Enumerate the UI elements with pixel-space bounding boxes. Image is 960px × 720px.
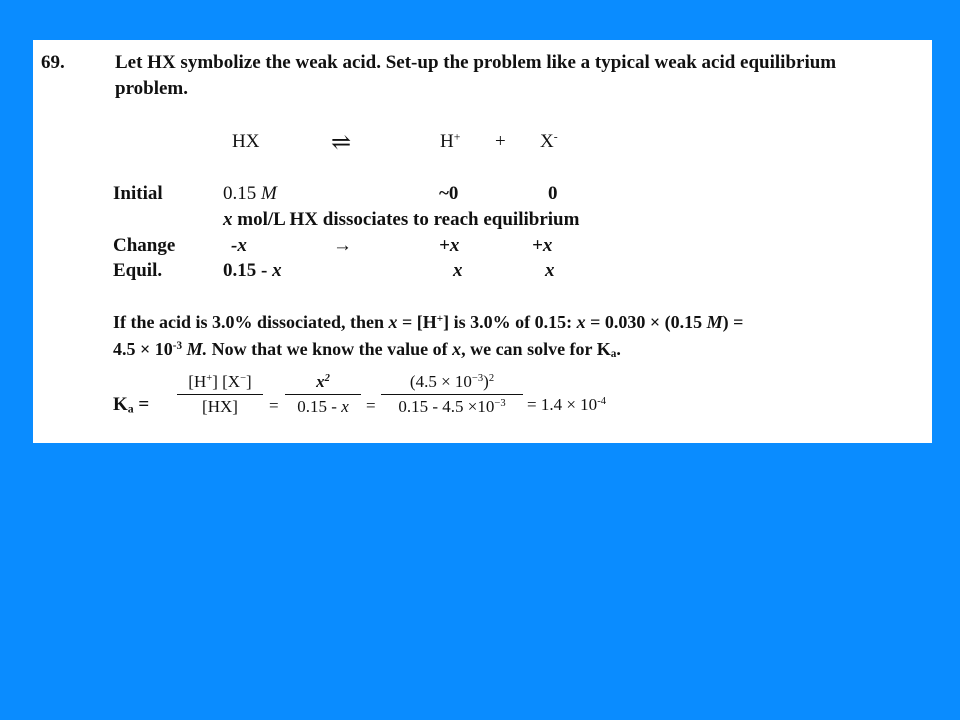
change-hx: -x xyxy=(231,235,247,256)
equilibrium-arrow-icon: ⇌ xyxy=(331,130,352,156)
plus-sign: + xyxy=(495,131,506,152)
fraction-denominator: $0.15 - 4.5 \times 10^{-3}$ xyxy=(398,397,506,416)
initial-label: Initial xyxy=(113,183,163,204)
change-x: +x xyxy=(532,235,553,256)
ka-fraction-x xyxy=(285,372,361,417)
ka-symbol: $K_a$ = xyxy=(113,394,150,416)
change-label: Change xyxy=(113,235,176,256)
ka-fraction-concentrations xyxy=(177,372,263,417)
product-h: H+ xyxy=(440,130,461,152)
ka-result: = $1.4 \times 10^{-4}$ xyxy=(527,395,606,414)
equil-h: x xyxy=(453,260,463,281)
fraction-bar xyxy=(381,394,523,395)
problem-panel xyxy=(33,40,932,443)
intro-line-1: Let HX symbolize the weak acid. Set-up the problem like a typical weak acid equilibrium xyxy=(115,52,837,73)
ka-fraction-numeric xyxy=(381,372,523,417)
initial-h: ~0 xyxy=(439,183,459,204)
product-x: X- xyxy=(540,130,558,152)
intro-line-2: problem. xyxy=(115,78,189,99)
equil-x: x xyxy=(545,260,555,281)
initial-hx: 0.15 M xyxy=(223,183,277,204)
fraction-numerator: $(4.5 \times 10^{-3})^2$ xyxy=(409,372,495,391)
initial-x: 0 xyxy=(548,183,558,204)
problem-number: 69. xyxy=(41,52,65,73)
dissociation-note: x mol/L HX dissociates to reach equilibrium xyxy=(223,209,580,230)
equil-hx: 0.15 - x xyxy=(223,260,282,281)
equals-sign: = xyxy=(269,396,279,415)
fraction-denominator: [HX] xyxy=(202,397,238,416)
change-h: +x xyxy=(439,235,460,256)
fraction-bar xyxy=(177,394,263,395)
reactant-hx: HX xyxy=(232,131,260,152)
equals-sign: = xyxy=(366,396,376,415)
explanation-line-1: If the acid is 3.0% dissociated, then x = [H+] is 3.0% of 0.15: x = 0.030 × (0.15 M) = xyxy=(113,312,744,332)
reaction-arrow-icon: → xyxy=(333,235,352,256)
fraction-numerator: $x^2$ xyxy=(316,372,330,391)
fraction-bar xyxy=(285,394,361,395)
equil-label: Equil. xyxy=(113,260,163,281)
fraction-denominator: 0.15 - x xyxy=(297,397,349,416)
fraction-numerator: [H+] [X−] xyxy=(188,372,252,391)
explanation-line-2: $4.5 \times 10^{-3}$ M. Now that we know the value of x, we can solve for $K_a$. xyxy=(113,339,621,361)
